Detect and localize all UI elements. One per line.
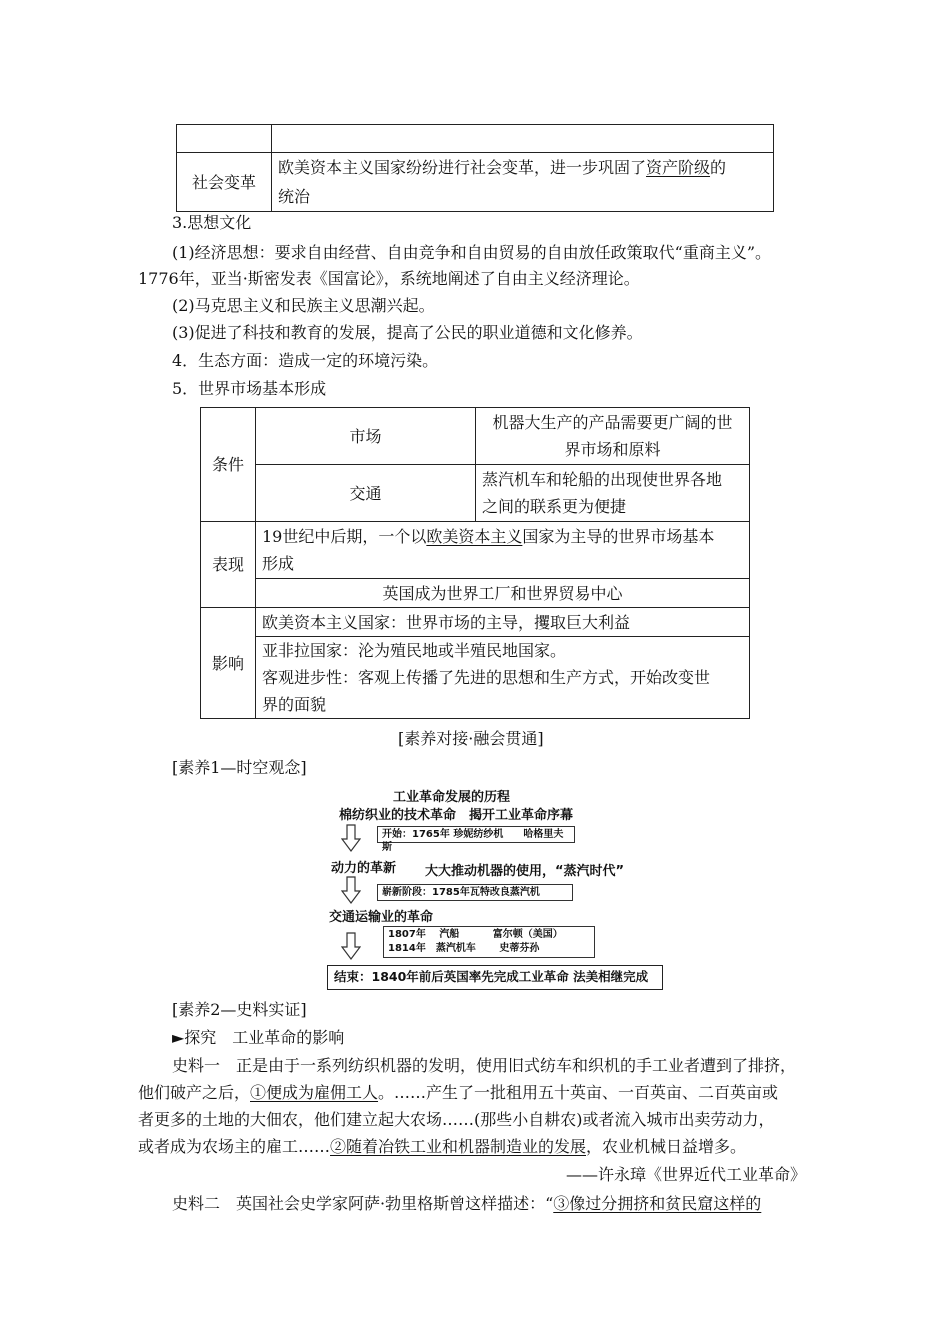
section3-p1-line1: (1)经济思想：要求自由经营、自由竞争和自由贸易的自由放任政策取代“重商主义”。 [172,243,772,262]
section3-heading: 3.思想文化 [172,213,252,232]
section3-p3: (3)促进了科技和教育的发展，提高了公民的职业道德和文化修养。 [172,323,643,342]
source1-line2: 他们破产之后，①便成为雇佣工人。……产生了一批租用五十英亩、一百英亩、二百英亩或 [138,1083,779,1102]
source1-attribution: ——许永璋《世界近代工业革命》 [566,1165,807,1184]
performance-text: 19世纪中后期，一个以欧美资本主义国家为主导的世界市场基本 形成 [256,522,750,579]
down-arrow-icon [341,824,361,852]
traffic-text: 蒸汽机车和轮船的出现使世界各地 之间的联系更为便捷 [476,465,750,522]
section5-heading: 5．世界市场基本形成 [172,379,327,398]
stage3-box: 1807年 汽船 富尔顿（美国） 1814年 蒸汽机车 史蒂芬孙 [383,926,595,958]
down-arrow-icon [341,876,361,904]
market-text: 机器大生产的产品需要更广阔的世 界市场和原料 [476,408,750,465]
literacy1-heading: [素养1—时空观念] [172,758,307,777]
impact-label: 影响 [201,608,256,719]
explore-heading: ►探究 工业革命的影响 [172,1028,345,1047]
literacy2-heading: [素养2—史料实证] [172,1000,307,1019]
industrial-revolution-diagram [325,786,665,991]
hired-worker-phrase: ①便成为雇佣工人 [250,1083,379,1102]
literacy-header: [素养对接·融会贯通] [398,729,544,748]
diagram-stage2-left: 动力的革新 [331,861,397,876]
euro-american-term: 欧美资本主义 [426,527,523,546]
section4: 4．生态方面：造成一定的环境污染。 [172,351,439,370]
stage1-box: 开始：1765年 珍妮纺纱机 哈格里夫斯 [377,826,575,843]
condition-label: 条件 [201,408,256,522]
market-label: 市场 [256,408,476,465]
diagram-stage2-right: 大大推动机器的使用，“蒸汽时代” [425,864,625,879]
social-change-label: 社会变革 [177,153,272,212]
social-change-text: 欧美资本主义国家纷纷进行社会变革，进一步巩固了资产阶级的 统治 [272,153,774,212]
source2-line1: 史料二 英国社会史学家阿萨·勃里格斯曾这样描述：“③像过分拥挤和贫民窟这样的 [172,1194,762,1213]
end-box: 结束：1840年前后英国率先完成工业革命 法美相继完成 [327,965,663,990]
iron-industry-phrase: ②随着冶铁工业和机器制造业的发展 [330,1137,587,1156]
diagram-stage3: 交通运输业的革命 [329,910,434,925]
source1-line4: 或者成为农场主的雇工……②随着冶铁工业和机器制造业的发展，农业机械日益增多。 [138,1137,747,1156]
traffic-label: 交通 [256,465,476,522]
bourgeoisie-term: 资产阶级 [646,158,711,177]
source1-line1: 史料一 正是由于一系列纺织机器的发明，使用旧式纺车和织机的手工业者遭到了排挤， [172,1056,797,1075]
social-change-table [176,124,774,212]
source1-line3: 者更多的土地的大佃农，他们建立起大农场……(那些小自耕农)或者流入城市出卖劳动力， [138,1110,775,1129]
section3-p2: (2)马克思主义和民族主义思潮兴起。 [172,296,435,315]
section3-p1-line2: 1776年，亚当·斯密发表《国富论》，系统地阐述了自由主义经济理论。 [138,269,640,288]
performance-text-2: 英国成为世界工厂和世界贸易中心 [256,579,750,608]
world-market-table [200,407,750,719]
performance-label: 表现 [201,522,256,608]
diagram-title: 工业革命发展的历程 [393,790,511,805]
impact-text-2: 亚非拉国家：沦为殖民地或半殖民地国家。 客观进步性：客观上传播了先进的思想和生产方式，开始改变世 界的面貌 [256,637,750,719]
down-arrow-icon [341,932,361,960]
stage2-box: 崭新阶段：1785年瓦特改良蒸汽机 [377,884,573,901]
slum-phrase: ③像过分拥挤和贫民窟这样的 [553,1194,762,1213]
impact-text-1: 欧美资本主义国家：世界市场的主导，攫取巨大利益 [256,608,750,637]
diagram-stage1: 棉纺织业的技术革命 揭开工业革命序幕 [339,808,574,823]
